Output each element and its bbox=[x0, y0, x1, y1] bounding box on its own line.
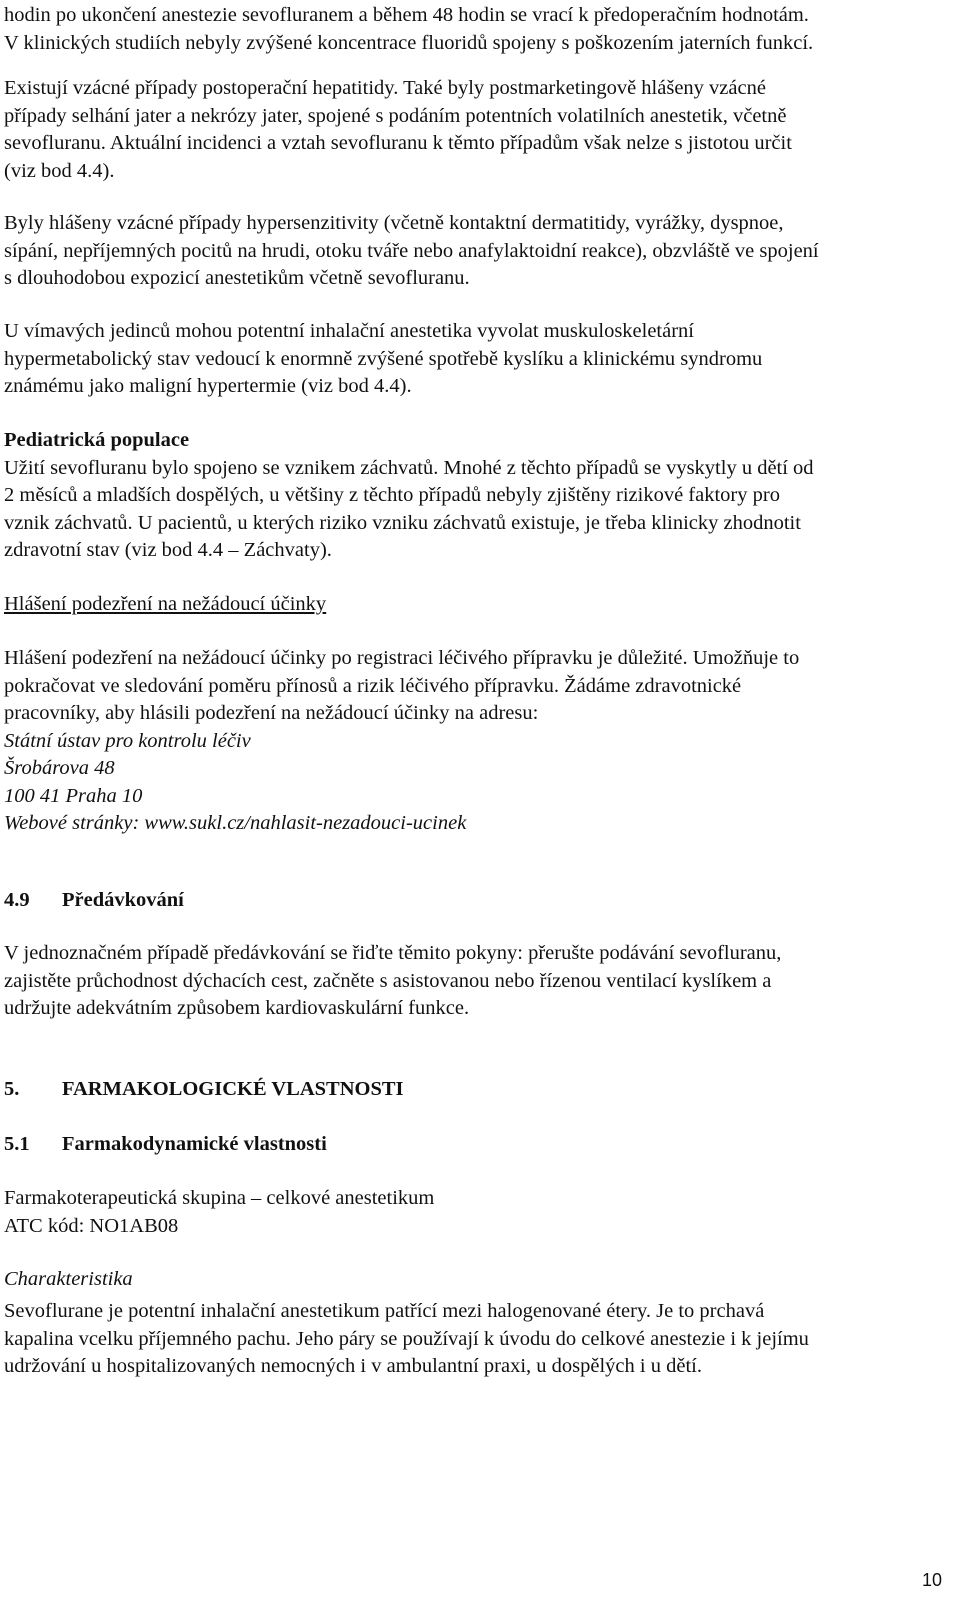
paragraph-characteristics bbox=[4, 1298, 944, 1381]
text-line: hodin po ukončení anestezie sevofluranem a během 48 hodin se vrací k předoperačním hodnotám. bbox=[4, 4, 809, 26]
section-heading bbox=[4, 1076, 944, 1104]
text-line: Byly hlášeny vzácné případy hypersenzitivity (včetně kontaktní dermatitidy, vyrážky, dyspnoe, bbox=[4, 212, 784, 234]
text-line: Existují vzácné případy postoperační hepatitidy. Také byly postmarketingově hlášeny vzácné bbox=[4, 77, 766, 99]
pediatric-heading: Pediatrická populace bbox=[4, 429, 190, 451]
text-line: vznik záchvatů. U pacientů, u kterých riziko vzniku záchvatů existuje, je třeba klinicky zhodnotit bbox=[4, 511, 801, 534]
section-number: 4.9 bbox=[4, 889, 30, 911]
address-website: Webové stránky: www.sukl.cz/nahlasit-nezadouci-ucinek bbox=[4, 812, 467, 834]
text-line: s dlouhodobou expozicí anestetikům včetně sevofluranu. bbox=[4, 267, 470, 289]
paragraph-reporting bbox=[4, 645, 944, 838]
text-line: V klinických studiích nebyly zvýšené koncentrace fluoridů spojeny s poškozením jaterních funkcí. bbox=[4, 31, 814, 54]
text-line: V jednoznačném případě předávkování se řiďte těmito pokyny: přerušte podávání sevofluranu, bbox=[4, 942, 782, 964]
section-number: 5.1 bbox=[4, 1133, 30, 1155]
text-line: známému jako maligní hypertermie (viz bod 4.4). bbox=[4, 375, 412, 397]
address-line: Státní ústav pro kontrolu léčiv bbox=[4, 729, 251, 752]
section-5-1-heading bbox=[4, 1131, 944, 1159]
text-line: (viz bod 4.4). bbox=[4, 159, 115, 182]
text-line: hypermetabolický stav vedoucí k enormně zvýšené spotřebě kyslíku a klinickému syndromu bbox=[4, 347, 763, 370]
text-line: kapalina vcelku příjemného pachu. Jeho páry se používají k úvodu do celkové anestezie i k jejímu bbox=[4, 1327, 809, 1350]
paragraph-hyperthermia bbox=[4, 318, 944, 401]
paragraph-atc bbox=[4, 1185, 944, 1240]
text-line: zajistěte průchodnost dýchacích cest, začněte s asistovanou nebo řízenou ventilací kyslíkem a bbox=[4, 969, 772, 992]
page-number: 10 bbox=[921, 1570, 942, 1590]
address-line: 100 41 Praha 10 bbox=[4, 784, 143, 807]
paragraph-overdose bbox=[4, 940, 944, 1023]
address-line: Šrobárova 48 bbox=[4, 757, 115, 779]
text-line: pokračovat ve sledování poměru přínosů a rizik léčivého přípravku. Žádáme zdravotnické bbox=[4, 674, 742, 697]
text-line: udržujte adekvátním způsobem kardiovaskulární funkce. bbox=[4, 997, 470, 1019]
text-line: pracovníky, aby hlásili podezření na nežádoucí účinky na adresu: bbox=[4, 702, 539, 724]
text-line: Užití sevofluranu bylo spojeno se vznikem záchvatů. Mnohé z těchto případů se vyskytly u dětí od bbox=[4, 456, 814, 479]
paragraph-hepatitis bbox=[4, 75, 944, 185]
text-line: sípání, nepříjemných pocitů na hrudi, otoku tváře nebo anafylaktoidní reakce), obzvláště ve spojení bbox=[4, 239, 819, 262]
text-line: zdravotní stav (viz bod 4.4 – Záchvaty). bbox=[4, 539, 332, 561]
text-line: 2 měsíců a mladších dospělých, u většiny z těchto případů nebyly zjištěny rizikové faktory pro bbox=[4, 484, 780, 506]
characteristics-heading-block bbox=[4, 1266, 944, 1294]
section-heading bbox=[4, 1131, 944, 1159]
section-5-heading bbox=[4, 1076, 944, 1104]
report-heading-block bbox=[4, 591, 944, 619]
section-number: 5. bbox=[4, 1078, 20, 1100]
paragraph-hypersensitivity bbox=[4, 210, 944, 293]
section-title: FARMAKOLOGICKÉ VLASTNOSTI bbox=[62, 1078, 404, 1100]
text-line: udržování u hospitalizovaných nemocných i v ambulantní praxi, u dospělých i u dětí. bbox=[4, 1355, 702, 1377]
text-line: Sevoflurane je potentní inhalační anestetikum patřící mezi halogenované étery. Je to prchavá bbox=[4, 1300, 765, 1322]
text-line: sevofluranu. Aktuální incidenci a vztah sevofluranu k těmto případům však nelze s jistotou určit bbox=[4, 132, 792, 154]
report-heading: Hlášení podezření na nežádoucí účinky bbox=[4, 593, 327, 615]
characteristics-heading: Charakteristika bbox=[4, 1268, 133, 1290]
text-line: případy selhání jater a nekrózy jater, spojené s podáním potentních volatilních anestetik, včetně bbox=[4, 104, 787, 127]
section-heading bbox=[4, 887, 944, 915]
text-line: Farmakoterapeutická skupina – celkové anestetikum bbox=[4, 1187, 435, 1209]
section-pediatric bbox=[4, 427, 944, 565]
section-title: Farmakodynamické vlastnosti bbox=[62, 1133, 327, 1155]
paragraph-fluoride bbox=[4, 2, 944, 57]
text-line: Hlášení podezření na nežádoucí účinky po registraci léčivého přípravku je důležité. Umožňuje to bbox=[4, 647, 800, 669]
text-line: ATC kód: NO1AB08 bbox=[4, 1214, 179, 1237]
section-title: Předávkování bbox=[62, 889, 184, 911]
text-line: U vímavých jedinců mohou potentní inhalační anestetika vyvolat muskuloskeletární bbox=[4, 320, 695, 342]
section-4-9-heading bbox=[4, 887, 944, 915]
